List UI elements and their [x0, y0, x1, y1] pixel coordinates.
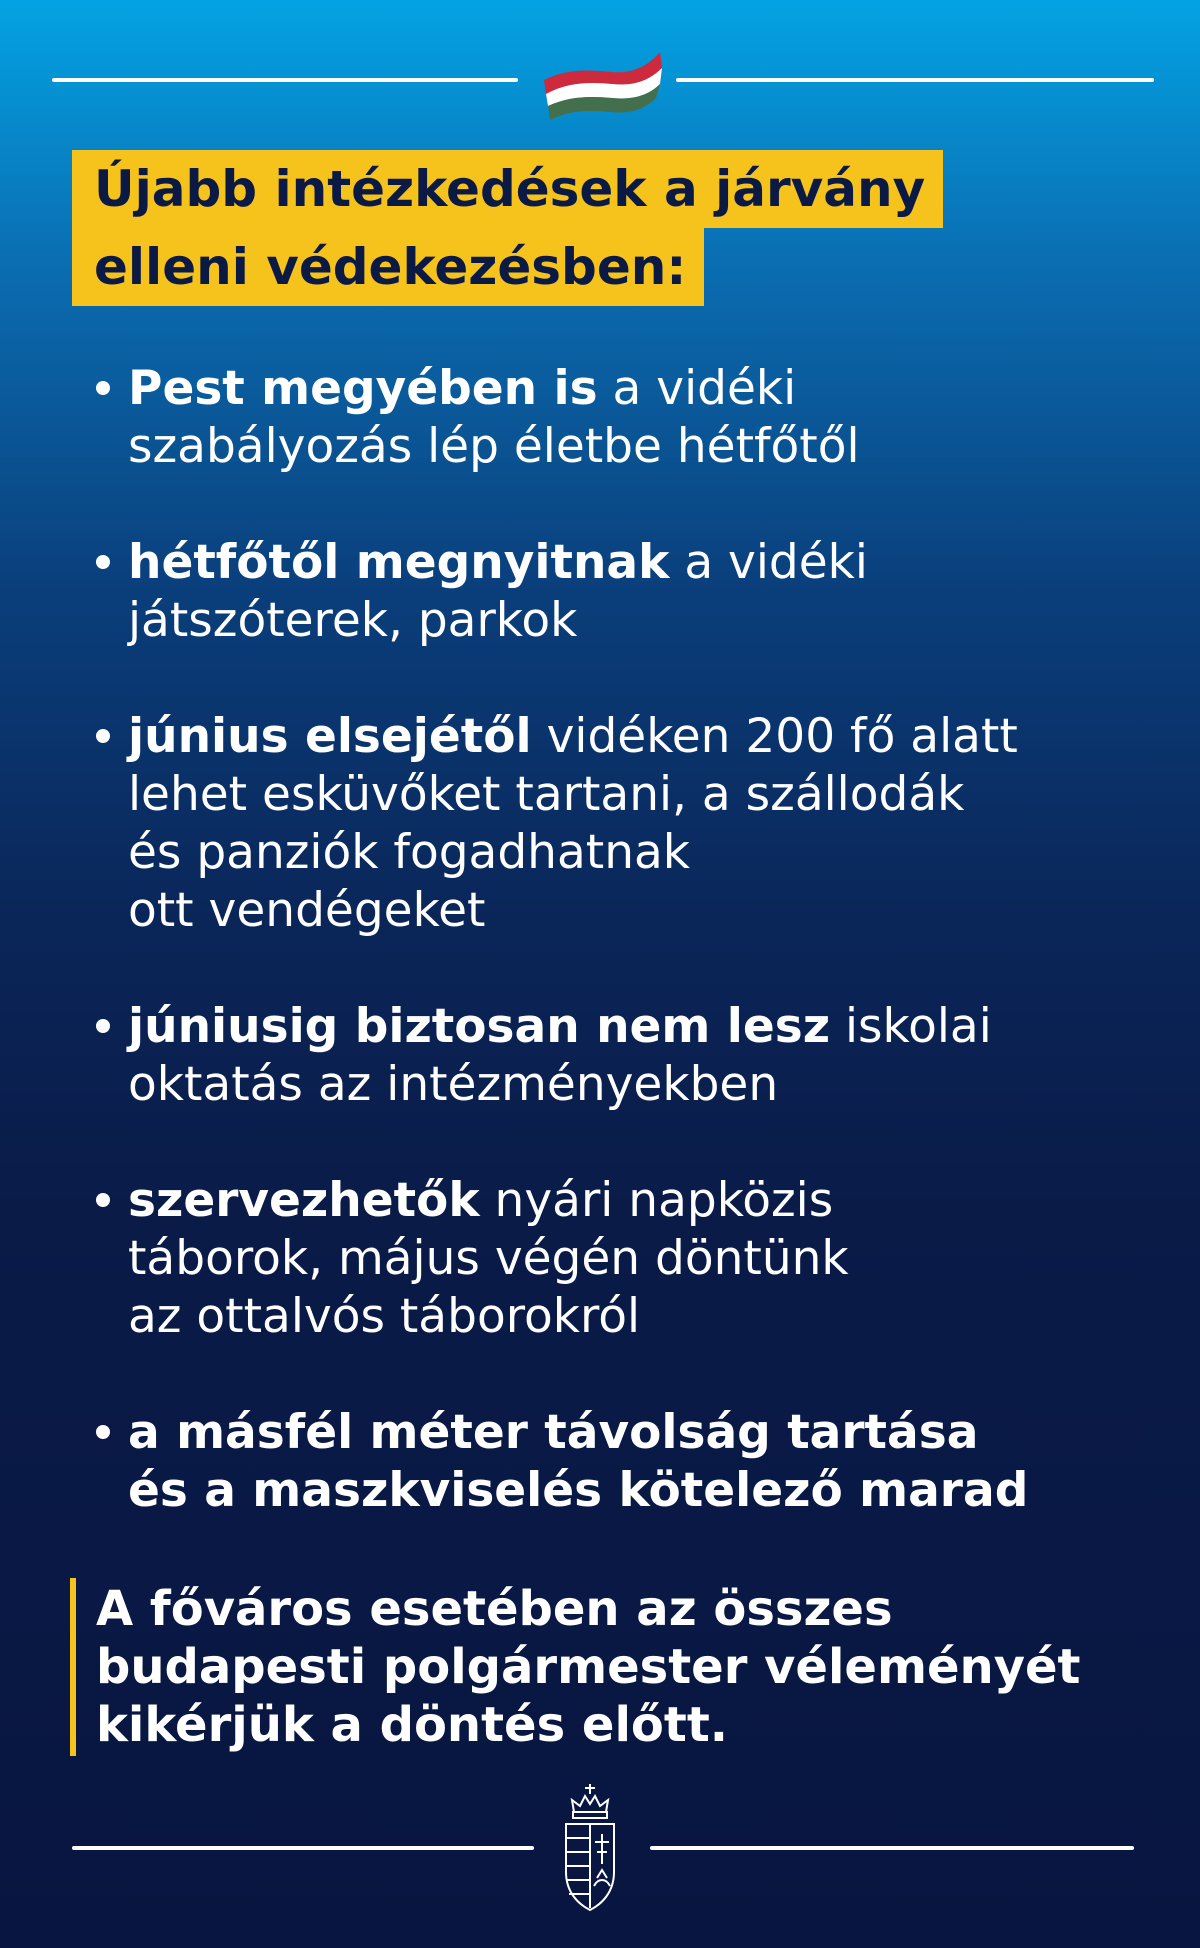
hungarian-coat-of-arms-icon [560, 1782, 620, 1914]
list-item-text: az ottalvós táborokról [128, 1289, 641, 1344]
bullet-dot [96, 729, 110, 743]
list-item [96, 998, 1156, 1114]
list-item-text: játszóterek, parkok [128, 593, 578, 648]
list-item-text: vidéken 200 fő alatt [531, 709, 1018, 764]
list-item-first-line [128, 998, 1156, 1056]
bullet-dot [96, 1193, 110, 1207]
list-item-first-line [128, 708, 1156, 766]
budapest-note [70, 1578, 1156, 1756]
list-item [96, 360, 1156, 476]
bullet-dot [96, 381, 110, 395]
list-item-text: nyári napközis [479, 1173, 834, 1228]
note-line: A főváros esetében az összes [96, 1581, 893, 1637]
list-item-text: lehet esküvőket tartani, a szállodák [128, 767, 965, 822]
top-rule-left [52, 78, 518, 82]
note-line: kikérjük a döntés előtt. [96, 1697, 728, 1753]
list-item-bold: hétfőtől megnyitnak [128, 535, 670, 590]
list-item-first-line [128, 534, 1156, 592]
list-item-text: a vidéki [669, 535, 868, 590]
bullet-dot [96, 555, 110, 569]
list-item [96, 1404, 1156, 1520]
list-item-bold: június elsejétől [128, 709, 532, 764]
list-item-text: táborok, május végén döntünk [128, 1231, 849, 1286]
list-item-bold: és a maszkviselés kötelező marad [128, 1463, 1029, 1518]
list-item-text: szabályozás lép életbe hétfőtől [128, 419, 860, 474]
bottom-rule-left [72, 1846, 534, 1850]
list-item-text: ott vendégeket [128, 883, 486, 938]
list-item [96, 1172, 1156, 1346]
list-item-text: iskolai [830, 999, 992, 1054]
headline [72, 150, 943, 306]
bullet-dot [96, 1019, 110, 1033]
top-rule-right [676, 78, 1154, 82]
list-item-first-line [128, 360, 1156, 418]
list-item-bold: szervezhetők [128, 1173, 480, 1228]
hungarian-flag-icon [538, 48, 664, 120]
headline-line-2: elleni védekezésben: [72, 228, 704, 306]
bottom-rule-right [650, 1846, 1134, 1850]
list-item-first-line [128, 1172, 1156, 1230]
list-item [96, 534, 1156, 650]
headline-line-1: Újabb intézkedések a járvány [72, 150, 943, 228]
list-item [96, 708, 1156, 940]
list-item-text: a vidéki [597, 361, 797, 416]
note-line: budapesti polgármester véleményét [96, 1639, 1081, 1695]
list-item-bold: júniusig biztosan nem lesz [128, 999, 831, 1054]
list-item-bold: a másfél méter távolság tartása [128, 1405, 979, 1460]
list-item-text: és panziók fogadhatnak [128, 825, 691, 880]
list-item-text: oktatás az intézményekben [128, 1057, 779, 1112]
bullet-dot [96, 1425, 110, 1439]
measures-list [96, 360, 1156, 1520]
list-item-bold: Pest megyében is [128, 361, 598, 416]
